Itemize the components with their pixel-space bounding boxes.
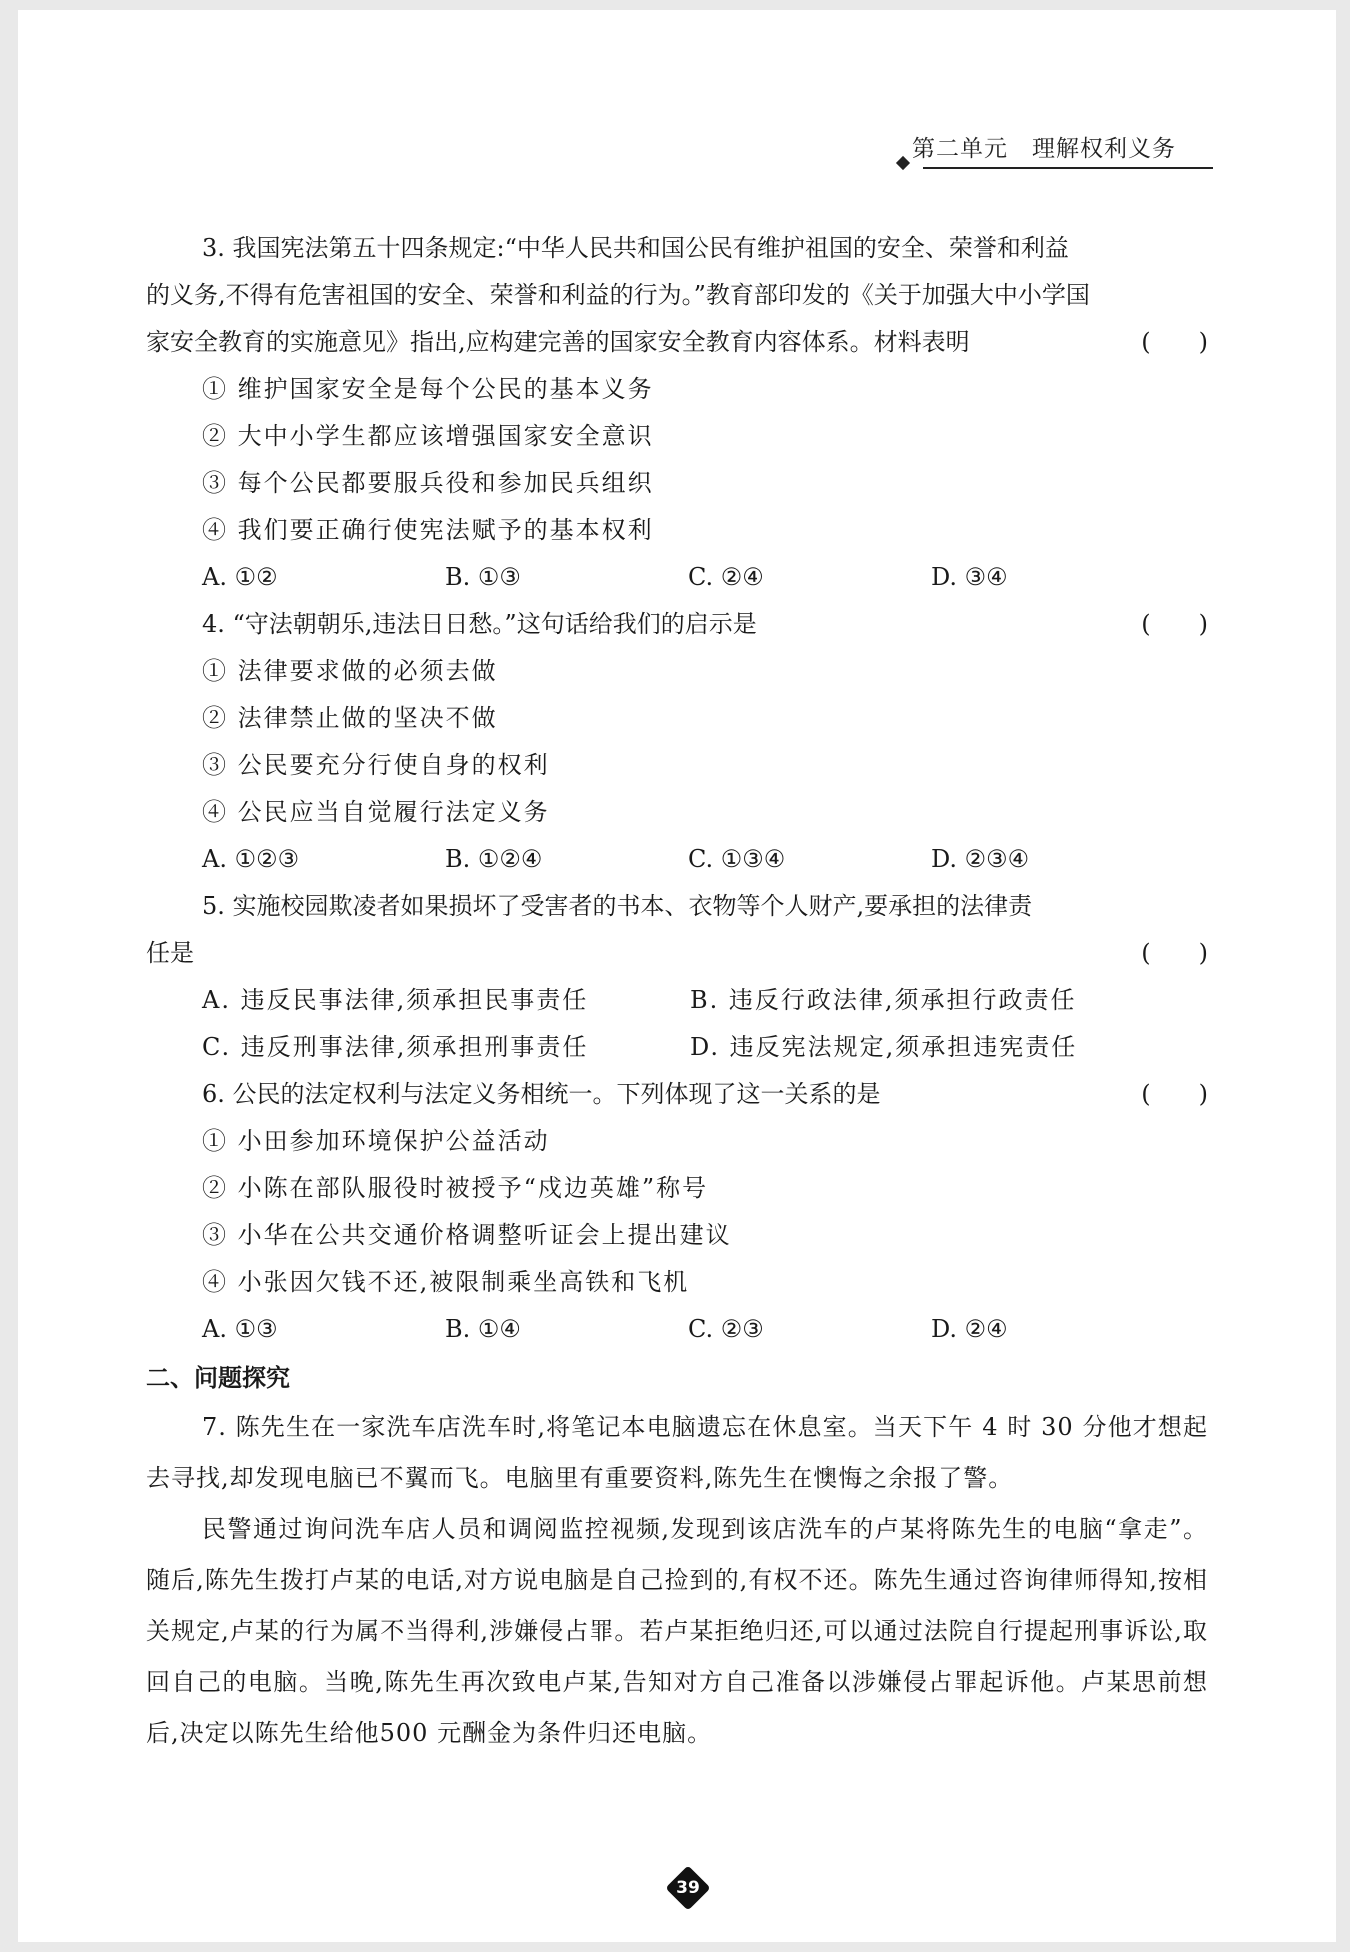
q7-paragraph-2: 民警通过询问洗车店人员和调阅监控视频,发现到该店洗车的卢某将陈先生的电脑“拿走”。随后,陈先生拨打卢某的电话,对方说电脑是自己捡到的,有权不还。陈先生通过咨询律师得知,按相关规定,卢某的行为属不当得利,涉嫌侵占罪。若卢某拒绝归还,可以通过法院自行提起刑事诉讼,取回自己的电脑。当晚,陈先生再次致电卢某,告知对方自己准备以涉嫌侵占罪起诉他。卢某思前想后,决定以陈先生给他500 元酬金为条件归还电脑。 [146, 1515, 1208, 1747]
q4-choices [146, 836, 1208, 883]
q4-stem-line [146, 601, 1208, 648]
q5-choice-a: A. 违反民事法律,须承担民事责任 [202, 986, 589, 1014]
q7-paragraph-1: 7. 陈先生在一家洗车店洗车时,将笔记本电脑遗忘在休息室。当天下午 4 时 30 分他才想起去寻找,却发现电脑已不翼而飞。电脑里有重要资料,陈先生在懊悔之余报了警。 [146, 1413, 1208, 1492]
header-rule [923, 167, 1213, 169]
q6-answer-paren: ( ) [1141, 1080, 1208, 1108]
q4-item-4: ④ 公民应当自觉履行法定义务 [202, 798, 550, 826]
page-number-badge [666, 1868, 710, 1908]
q4-choice-a: A. ①②③ [202, 845, 300, 873]
q3-line-2: 的义务,不得有危害祖国的安全、荣誉和利益的行为。”教育部印发的《关于加强大中小学国 [146, 281, 1090, 309]
q6-item-2: ② 小陈在部队服役时被授予“戍边英雄”称号 [202, 1174, 709, 1202]
page-number: 39 [676, 1878, 700, 1898]
q5-choice-b: B. 违反行政法律,须承担行政责任 [690, 986, 1077, 1014]
main-content [146, 225, 1208, 1759]
q6-choice-a: A. ①③ [202, 1315, 278, 1343]
q4-answer-paren: ( ) [1141, 610, 1208, 638]
q6-choice-c: C. ②③ [688, 1315, 764, 1343]
q4-choice-d: D. ②③④ [931, 845, 1030, 873]
q6-stem-line [146, 1071, 1208, 1118]
q5-line-1: 5. 实施校园欺凌者如果损坏了受害者的书本、衣物等个人财产,要承担的法律责 [202, 892, 1033, 920]
q5-choice-d: D. 违反宪法规定,须承担违宪责任 [690, 1033, 1078, 1061]
q3-choice-b: B. ①③ [445, 563, 521, 591]
q3-line-3-text: 家安全教育的实施意见》指出,应构建完善的国家安全教育内容体系。材料表明 [146, 328, 970, 356]
q4-item-1: ① 法律要求做的必须去做 [202, 657, 498, 685]
q6-choice-b: B. ①④ [445, 1315, 521, 1343]
q5-line-2-text: 任是 [146, 939, 194, 967]
q3-answer-paren: ( ) [1141, 328, 1208, 356]
q3-choices [146, 554, 1208, 601]
q3-item-3: ③ 每个公民都要服兵役和参加民兵组织 [202, 469, 654, 497]
q3-item-1: ① 维护国家安全是每个公民的基本义务 [202, 375, 654, 403]
q3-line-3 [146, 319, 1208, 366]
running-header [912, 130, 1176, 163]
q3-item-2: ② 大中小学生都应该增强国家安全意识 [202, 422, 654, 450]
diamond-bullet-icon [896, 156, 910, 170]
q5-answer-paren: ( ) [1141, 939, 1208, 967]
q6-item-1: ① 小田参加环境保护公益活动 [202, 1127, 550, 1155]
q4-choice-c: C. ①③④ [688, 845, 786, 873]
q6-stem: 6. 公民的法定权利与法定义务相统一。下列体现了这一关系的是 [202, 1080, 881, 1108]
q5-choice-c: C. 违反刑事法律,须承担刑事责任 [202, 1033, 589, 1061]
q3-choice-a: A. ①② [202, 563, 278, 591]
q3-choice-c: C. ②④ [688, 563, 764, 591]
q4-choice-b: B. ①②④ [445, 845, 543, 873]
q6-item-4: ④ 小张因欠钱不还,被限制乘坐高铁和飞机 [202, 1268, 690, 1296]
q6-item-3: ③ 小华在公共交通价格调整听证会上提出建议 [202, 1221, 732, 1249]
q5-choices-row-2 [146, 1024, 1208, 1071]
document-page [18, 10, 1336, 1942]
section-heading: 二、问题探究 [146, 1364, 290, 1392]
q3-choice-d: D. ③④ [931, 563, 1008, 591]
q3-line-1: 3. 我国宪法第五十四条规定:“中华人民共和国公民有维护祖国的安全、荣誉和利益 [202, 234, 1069, 262]
q5-line-2 [146, 930, 1208, 977]
q6-choices [146, 1306, 1208, 1353]
q3-item-4: ④ 我们要正确行使宪法赋予的基本权利 [202, 516, 654, 544]
q5-choices-row-1 [146, 977, 1208, 1024]
q6-choice-d: D. ②④ [931, 1315, 1008, 1343]
q4-item-3: ③ 公民要充分行使自身的权利 [202, 751, 550, 779]
q4-stem: 4. “守法朝朝乐,违法日日愁。”这句话给我们的启示是 [202, 610, 757, 638]
header-title: 第二单元 理解权利义务 [912, 136, 1176, 162]
q4-item-2: ② 法律禁止做的坚决不做 [202, 704, 498, 732]
